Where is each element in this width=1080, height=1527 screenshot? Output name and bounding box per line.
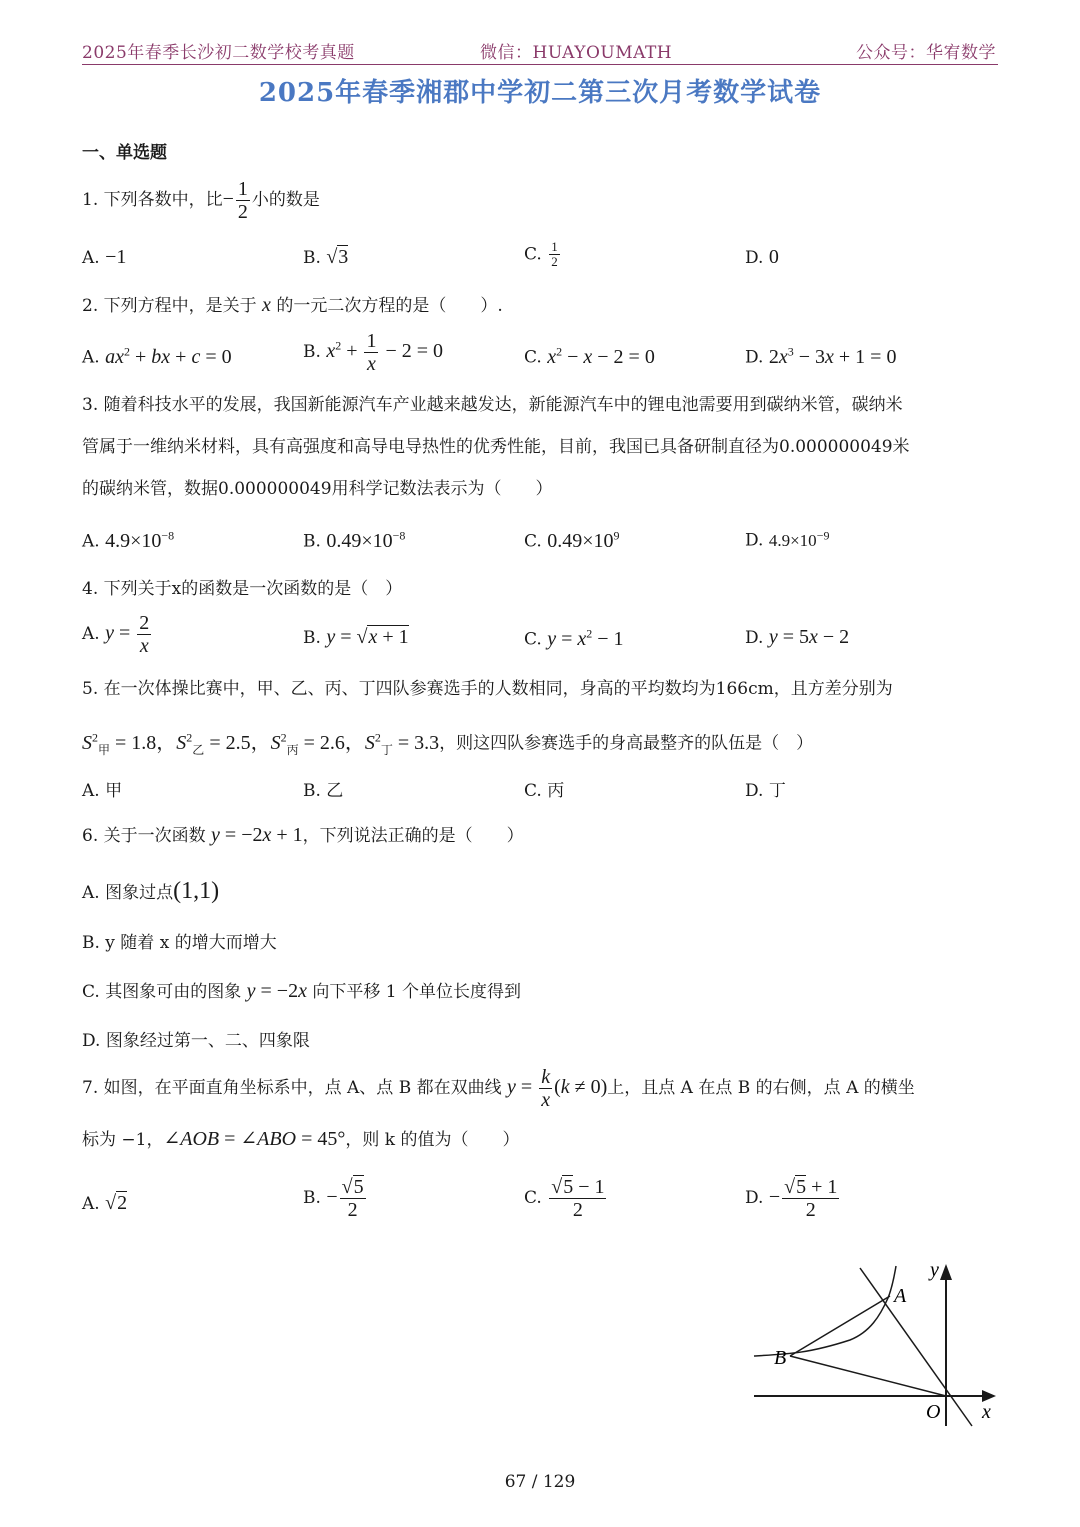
q5-option-c: C. 丙 [524, 781, 565, 801]
label-b: B [774, 1347, 787, 1369]
q1-option-b: B. √3 [303, 246, 349, 268]
question-1: 1. 下列各数中，比− $\frac{1}{2}$ 小的数是 [82, 178, 320, 223]
q6-option-a: A. 图象过点(1,1) [82, 878, 220, 904]
q6-option-c: C. 其图象可由的图象 y = −2x 向下平移 1 个单位长度得到 [82, 980, 521, 1002]
page-title: 2025年春季湘郡中学初二第三次月考数学试卷 [258, 78, 822, 108]
q7-option-d: D. − $\frac{√5 + 1}{2}$ [745, 1176, 838, 1221]
page-number: 67 / 129 [504, 1472, 576, 1492]
header-right: 公众号：华宥数学 [856, 43, 996, 63]
label-x: x [982, 1401, 991, 1423]
question-3-line-1: 3. 随着科技水平的发展，我国新能源汽车产业越来越发达，新能源汽车中的锂电池需要用到碳纳米管，碳纳米 [82, 395, 903, 415]
segment-bo [790, 1356, 946, 1396]
q3-option-a: A. $4.9\times 10^{-8}$ [82, 528, 175, 552]
q5-option-a: A. 甲 [82, 781, 123, 801]
q1-text-b: 小的数是 [251, 190, 320, 210]
segment-ba [790, 1296, 890, 1356]
q2-option-b: B. $x^2$ + $\frac{1}{x}$ − 2 = 0 [303, 330, 444, 375]
q7-option-a: A. √2 [82, 1192, 128, 1214]
question-7-line-1: 7. 如图，在平面直角坐标系中，点 A、点 B 都在双曲线 y = $\frac{k}{x}$ (k ≠ 0)上，且点 A 在点 B 的右侧，点 A 的横坐 [82, 1066, 915, 1111]
line-through-origin [860, 1268, 972, 1426]
q6-option-b: B. y 随着 x 的增大而增大 [82, 933, 277, 953]
label-y: y [930, 1259, 939, 1281]
q4-option-c: C. $y = x^2 - 1$ [524, 626, 624, 650]
q3-option-c: C. $0.49\times 10^9$ [524, 528, 620, 552]
header-left: 2025年春季长沙初二数学校考真题 [82, 43, 355, 63]
q1-option-a: A. −1 [82, 246, 127, 268]
label-o: O [926, 1401, 941, 1423]
header-middle: 微信：HUAYOUMATH [480, 43, 673, 63]
question-4: 4. 下列关于x的函数是一次函数的是（ ） [82, 579, 403, 599]
question-3-line-3: 的碳纳米管，数据0.000000049用科学记数法表示为（ ） [82, 479, 553, 499]
q4-option-b: B. y = √x + 1 [303, 626, 409, 648]
q1-fraction: $\frac{1}{2}$ [237, 178, 248, 223]
header-divider [82, 64, 998, 65]
q6-option-d: D. 图象经过第一、二、四象限 [82, 1031, 310, 1051]
q4-option-a: A. y = $\frac{2}{x}$ [82, 612, 150, 657]
q2-option-a: A. $ax^2$ + bx + c = 0 [82, 344, 232, 368]
q5-option-d: D. 丁 [745, 781, 786, 801]
question-5-line-2: $S^2_甲 = 1.8$，$S^2_乙 = 2.5$，$S^2_丙 = 2.6$，$S^2_丁 = 3.3$，则这四队参赛选手的身高最整齐的队伍是（ ） [82, 730, 814, 757]
label-a: A [894, 1285, 907, 1307]
coordinate-figure [750, 1258, 1010, 1428]
question-7-line-2: 标为 −1，∠AOB = ∠ABO = 45°，则 k 的值为（ ） [82, 1128, 520, 1150]
y-axis-arrow [940, 1264, 952, 1280]
question-5-line-1: 5. 在一次体操比赛中，甲、乙、丙、丁四队参赛选手的人数相同，身高的平均数均为166cm，且方差分别为 [82, 679, 893, 699]
q2-option-d: D. $2x^3 - 3x + 1 = 0$ [745, 344, 897, 368]
question-6: 6. 关于一次函数 y = −2x + 1，下列说法正确的是（ ） [82, 824, 524, 846]
q3-option-d: D. $4.9\times 10^{-9}$ [745, 528, 830, 551]
q1-text-a: 1. 下列各数中，比 [82, 190, 223, 210]
question-3-line-2: 管属于一维纳米材料，具有高强度和高导电导热性的优秀性能，目前，我国已具备研制直径为0.000000049米 [82, 437, 910, 457]
q4-option-d: D. y = 5x − 2 [745, 626, 850, 648]
q1-option-c: C. $\frac{1}{2}$ [524, 239, 558, 270]
q7-option-c: C. $\frac{√5 - 1}{2}$ [524, 1176, 605, 1221]
q2-option-c: C. $x^2 - x - 2 = 0$ [524, 344, 655, 368]
q5-option-b: B. 乙 [303, 781, 344, 801]
question-2: 2. 下列方程中，是关于 x 的一元二次方程的是（ ）. [82, 294, 503, 316]
hyperbola-curve [754, 1266, 896, 1356]
section-heading: 一、单选题 [82, 143, 167, 163]
q3-option-b: B. $0.49\times 10^{-8}$ [303, 528, 406, 552]
q7-option-b: B. − $\frac{√5}{2}$ [303, 1176, 364, 1221]
q1-option-d: D. 0 [745, 246, 779, 268]
